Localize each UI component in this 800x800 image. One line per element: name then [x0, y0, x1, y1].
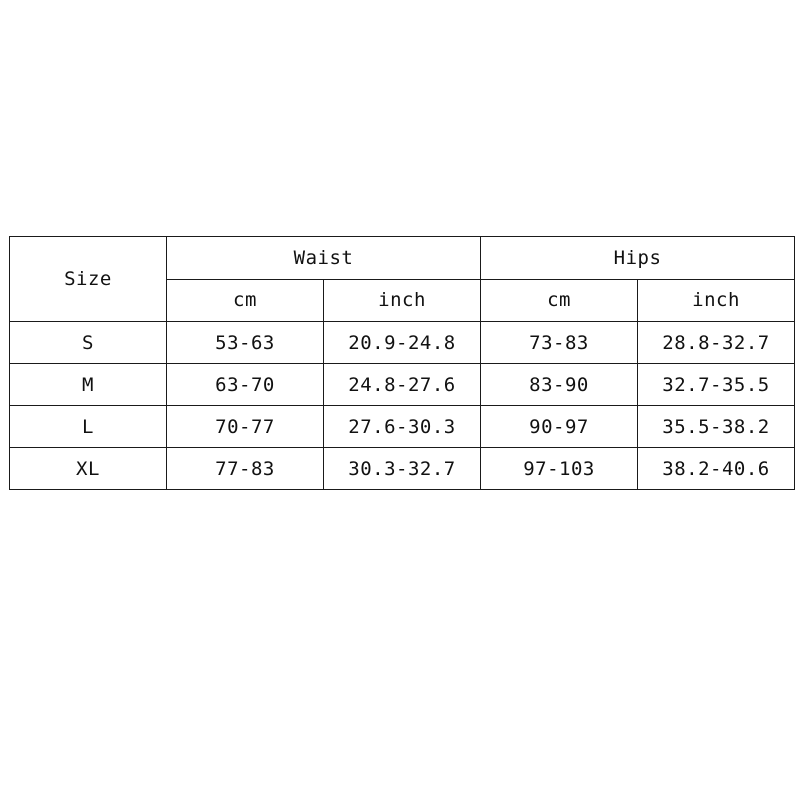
size-cell: XL	[10, 448, 167, 490]
hips-header: Hips	[481, 237, 795, 280]
header-row-top	[10, 237, 795, 280]
hips-inch-cell: 28.8-32.7	[638, 322, 795, 364]
hips-inch-cell: 38.2-40.6	[638, 448, 795, 490]
waist-cm-header: cm	[167, 279, 324, 322]
size-header: Size	[10, 237, 167, 322]
size-cell: L	[10, 406, 167, 448]
hips-cm-cell: 97-103	[481, 448, 638, 490]
hips-cm-cell: 73-83	[481, 322, 638, 364]
table-row	[10, 448, 795, 490]
waist-cm-cell: 63-70	[167, 364, 324, 406]
waist-inch-cell: 24.8-27.6	[324, 364, 481, 406]
waist-cm-cell: 77-83	[167, 448, 324, 490]
hips-cm-cell: 83-90	[481, 364, 638, 406]
hips-inch-cell: 32.7-35.5	[638, 364, 795, 406]
hips-inch-header: inch	[638, 279, 795, 322]
table-row	[10, 406, 795, 448]
hips-cm-header: cm	[481, 279, 638, 322]
waist-inch-cell: 27.6-30.3	[324, 406, 481, 448]
hips-cm-cell: 90-97	[481, 406, 638, 448]
waist-cm-cell: 70-77	[167, 406, 324, 448]
waist-inch-cell: 20.9-24.8	[324, 322, 481, 364]
waist-cm-cell: 53-63	[167, 322, 324, 364]
waist-inch-cell: 30.3-32.7	[324, 448, 481, 490]
hips-inch-cell: 35.5-38.2	[638, 406, 795, 448]
size-chart-table	[9, 236, 795, 490]
waist-header: Waist	[167, 237, 481, 280]
waist-inch-header: inch	[324, 279, 481, 322]
table-row	[10, 322, 795, 364]
table-row	[10, 364, 795, 406]
size-cell: M	[10, 364, 167, 406]
size-cell: S	[10, 322, 167, 364]
